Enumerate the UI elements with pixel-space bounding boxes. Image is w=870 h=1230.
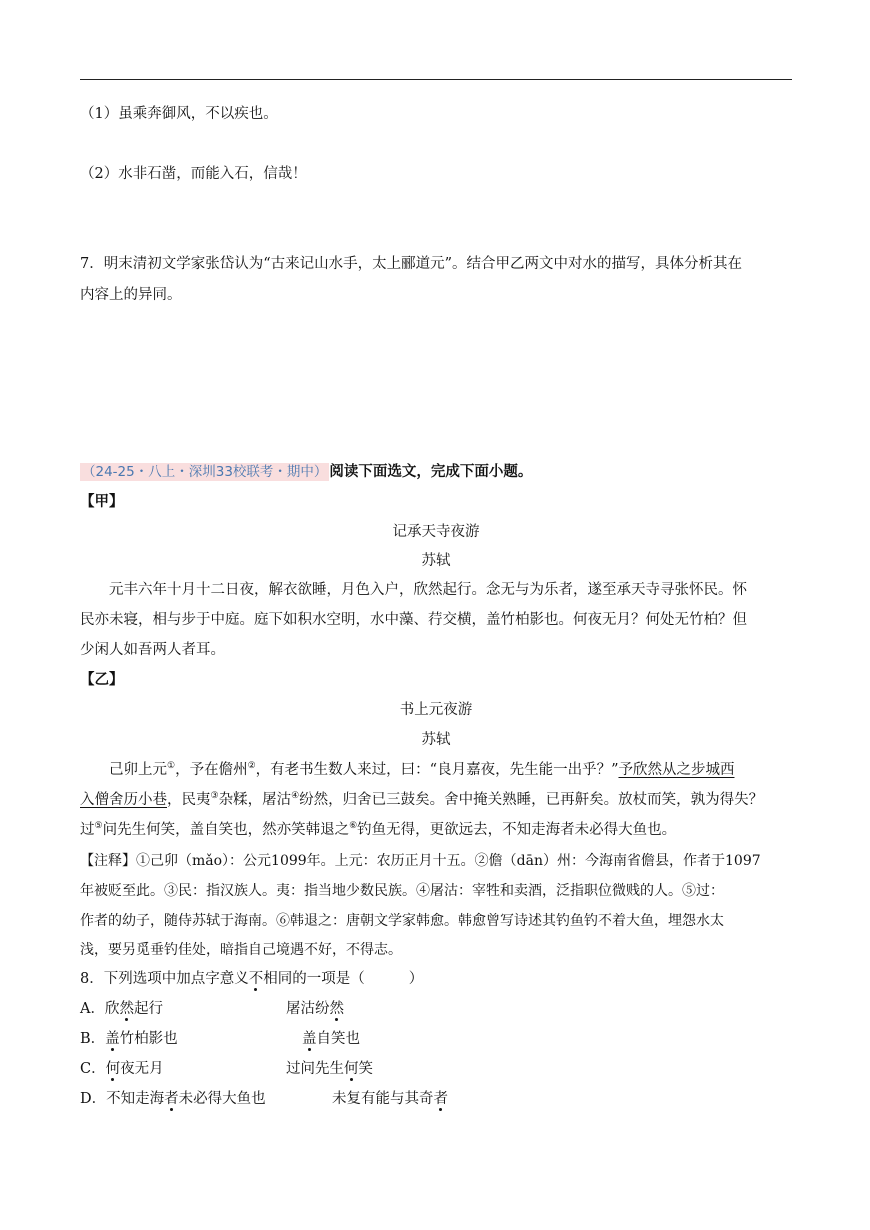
q8-stem-text: 8．下列选项中加点字意义 [80,971,249,987]
text-b-segment: ，民夷 [167,792,211,808]
dotted-char: 然 [329,1001,344,1017]
text-b-line-2 [80,790,763,810]
q6-item-1: （1）虽乘奔御风，不以疾也。 [80,106,278,122]
option-text: 未必得大鱼也 [178,1091,266,1107]
note-ref-5: ⑤ [94,821,103,832]
option-text: 过问先生 [286,1061,344,1077]
q8-stem-text: ） [408,971,424,987]
q8-option-c[interactable] [80,1059,164,1079]
section-heading [80,462,532,482]
note-ref-6: ⑥ [349,821,358,832]
option-text: 竹柏影也 [119,1031,178,1047]
q8-option-b-compare [302,1029,360,1049]
text-b-segment: 纷然，归舍已三鼓矣。舍中掩关熟睡，已再鼾矣。放杖而笑，孰为得失？ [299,792,764,808]
option-letter: B． [80,1031,106,1047]
dotted-char: 者 [433,1091,448,1107]
q8-emphasis-dot: 不 [248,971,264,987]
q8-option-b[interactable] [80,1029,178,1049]
option-letter: C． [80,1061,106,1077]
text-a-title: 记承天寺夜游 [392,524,480,540]
dotted-char: 者 [164,1091,179,1107]
option-letter: A． [80,1001,105,1017]
notes-line-3: 作者的幼子，随侍苏轼于海南。⑥韩退之：唐朝文学家韩愈。韩愈曾写诗述其钓鱼钓不着大鱼，埋怨水太 [80,913,724,929]
text-b-title: 书上元夜游 [399,702,473,718]
text-a-line-2: 民亦未寝，相与步于中庭。庭下如积水空明，水中藻、荇交横，盖竹柏影也。何夜无月？何处无竹柏？但 [80,612,747,628]
header-rule [80,79,792,80]
dotted-char: 然 [119,1001,134,1017]
text-b-author: 苏轼 [421,732,451,748]
text-a-line-3: 少闲人如吾两人者耳。 [80,642,225,658]
section-instruction: 阅读下面选文，完成下面小题。 [329,463,533,480]
text-a-line-1: 元丰六年十月十二日夜，解衣欲睡，月色入户，欣然起行。念无与为乐者，遂至承天寺寻张怀民。怀 [109,582,747,598]
text-a-author: 苏轼 [421,553,451,569]
dotted-char: 何 [344,1061,359,1077]
q8-option-d-compare [332,1089,448,1109]
note-ref-2: ② [247,761,256,772]
q7-line-1: 7．明末清初文学家张岱认为“古来记山水手，太上郦道元”。结合甲乙两文中对水的描写，具体分析其在 [80,256,743,272]
option-text: 夜无月 [120,1061,164,1077]
option-text: 不知走海 [106,1091,165,1107]
option-text: 笑 [358,1061,373,1077]
underlined-sentence: 入僧舍历小巷 [80,792,167,808]
text-b-line-1 [80,760,734,780]
notes-line-4: 浅，要另觅垂钓佳处，暗指自己境遇不好，不得志。 [80,942,402,958]
text-a-label: 【甲】 [80,493,124,510]
q6-item-2: （2）水非石凿，而能入石，信哉！ [80,166,307,182]
q7-line-2: 内容上的异同。 [80,287,182,303]
q8-option-c-compare [286,1059,373,1079]
q8-stem [80,969,423,989]
option-text: 自笑也 [316,1031,360,1047]
notes-line-2: 年被贬至此。③民：指汉族人。夷：指当地少数民族。④屠沽：宰牲和卖酒，泛指职位微贱的人。⑤过： [80,883,724,899]
note-ref-4: ④ [291,791,300,802]
notes-line-1: 【注释】①己卯（mǎo）：公元1099年。上元：农历正月十五。②儋（dān）州：今海南省儋县，作者于1097 [80,853,761,869]
text-b-segment: 问先生何笑，盖自笑也，然亦笑韩退之 [102,822,350,838]
source-tag: （24-25・八上・深圳33校联考・期中） [82,464,328,480]
dotted-char: 盖 [302,1031,317,1047]
note-ref-1: ① [167,761,176,772]
q8-option-d[interactable] [80,1089,266,1109]
q8-stem-text: 相同的一项是（ [263,971,365,987]
dotted-char: 何 [105,1061,121,1077]
text-b-line-3 [80,820,676,840]
note-ref-3: ③ [210,791,219,802]
text-b-label: 【乙】 [80,671,124,688]
q8-option-a-compare [286,999,344,1019]
option-letter: D． [80,1091,107,1107]
option-text: 起行 [133,1001,163,1017]
text-b-segment: 己卯上元 [109,762,167,778]
q8-option-a[interactable] [80,999,163,1019]
option-text: 未复有能与其奇 [332,1091,434,1107]
text-b-segment: ，有老书生数人来过，曰：“良月嘉夜，先生能一出乎？” [255,762,619,778]
text-b-segment: 钓鱼无得，更欲远去，不知走海者未必得大鱼也。 [357,822,677,838]
option-text: 屠沽纷 [286,1001,330,1017]
text-b-segment: ，予在儋州 [175,762,248,778]
text-b-segment: 杂糅，屠沽 [218,792,292,808]
underlined-sentence: 予欣然从之步城西 [618,762,735,778]
dotted-char: 盖 [105,1031,120,1047]
text-b-segment: 过 [80,822,95,838]
option-text: 欣 [104,1001,120,1017]
